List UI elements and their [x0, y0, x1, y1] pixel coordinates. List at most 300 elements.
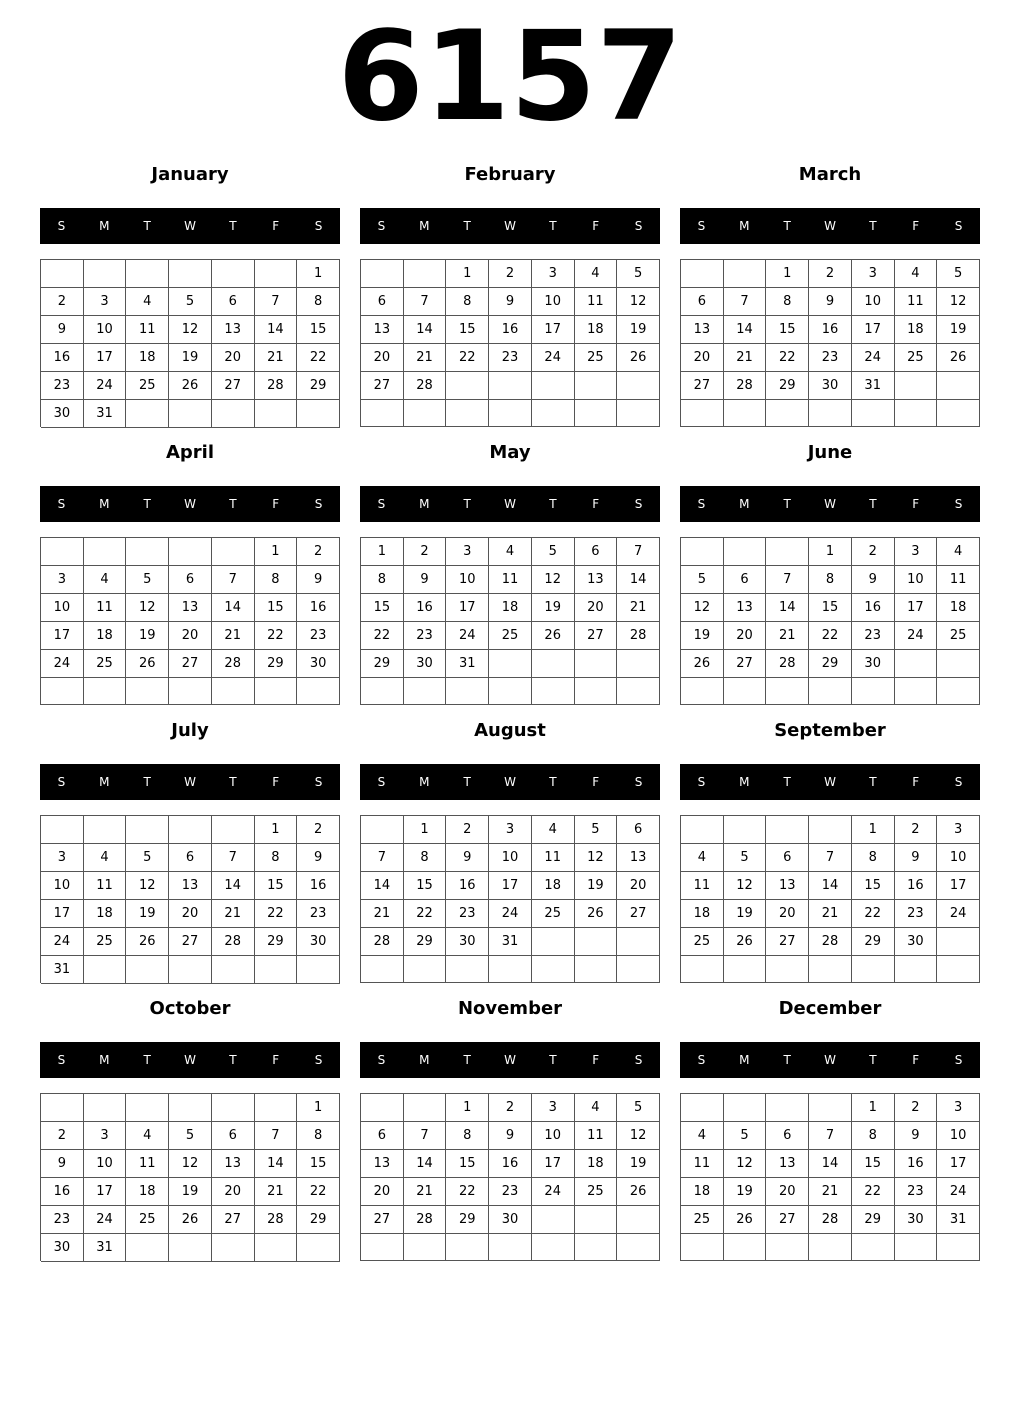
day-cell: 21	[255, 344, 298, 372]
day-cell: 23	[297, 622, 340, 650]
weekday-header	[40, 764, 340, 800]
day-cell: 24	[489, 900, 532, 928]
day-cell: 18	[532, 872, 575, 900]
day-cell	[212, 400, 255, 428]
day-cell	[169, 538, 212, 566]
day-cell: 24	[532, 344, 575, 372]
day-grid	[360, 815, 660, 983]
day-cell: 12	[126, 594, 169, 622]
day-cell: 30	[41, 1234, 84, 1262]
day-cell: 17	[852, 316, 895, 344]
weekday-label: F	[592, 219, 600, 233]
day-cell: 12	[169, 1150, 212, 1178]
day-cell: 13	[361, 316, 404, 344]
day-cell	[575, 1234, 618, 1261]
day-cell	[404, 956, 447, 983]
day-cell: 5	[169, 1122, 212, 1150]
weekday-label: M	[99, 1053, 110, 1067]
month-name: September	[774, 720, 886, 741]
weekday-label: T	[463, 219, 471, 233]
day-cell: 15	[297, 1150, 340, 1178]
day-cell: 15	[446, 316, 489, 344]
day-cell: 27	[724, 650, 767, 678]
day-cell: 23	[404, 622, 447, 650]
day-cell: 5	[724, 1122, 767, 1150]
day-cell: 28	[617, 622, 660, 650]
day-cell	[255, 260, 298, 288]
weekday-label: W	[184, 1053, 196, 1067]
day-cell: 15	[361, 594, 404, 622]
day-cell: 14	[404, 1150, 447, 1178]
day-cell: 7	[617, 538, 660, 566]
day-cell: 21	[212, 900, 255, 928]
day-cell: 19	[169, 344, 212, 372]
day-cell: 15	[404, 872, 447, 900]
day-cell: 18	[126, 344, 169, 372]
weekday-label: T	[869, 1053, 877, 1067]
day-cell: 21	[212, 622, 255, 650]
day-cell	[724, 678, 767, 705]
day-cell: 21	[255, 1178, 298, 1206]
day-cell	[404, 1094, 447, 1122]
day-cell: 15	[766, 316, 809, 344]
day-cell: 12	[937, 288, 980, 316]
day-cell: 17	[895, 594, 938, 622]
day-cell: 2	[489, 260, 532, 288]
day-cell	[766, 816, 809, 844]
day-cell: 5	[724, 844, 767, 872]
day-cell	[617, 678, 660, 705]
day-cell: 26	[126, 650, 169, 678]
day-cell	[404, 678, 447, 705]
day-cell: 26	[575, 900, 618, 928]
day-cell	[489, 400, 532, 427]
day-cell	[681, 260, 724, 288]
day-cell: 18	[489, 594, 532, 622]
day-cell	[617, 372, 660, 400]
day-cell: 2	[41, 288, 84, 316]
weekday-header	[680, 208, 980, 244]
day-cell: 17	[41, 622, 84, 650]
day-cell: 26	[724, 1206, 767, 1234]
day-cell: 17	[937, 872, 980, 900]
day-cell	[41, 1094, 84, 1122]
weekday-label: S	[634, 1053, 643, 1067]
day-cell	[489, 372, 532, 400]
day-cell: 5	[126, 566, 169, 594]
day-cell: 14	[809, 1150, 852, 1178]
day-cell: 27	[169, 928, 212, 956]
day-cell	[212, 816, 255, 844]
day-cell: 10	[41, 594, 84, 622]
day-cell: 26	[681, 650, 724, 678]
weekday-label: S	[314, 219, 323, 233]
day-cell	[809, 1094, 852, 1122]
day-cell: 11	[532, 844, 575, 872]
day-cell	[126, 678, 169, 705]
day-cell: 2	[852, 538, 895, 566]
day-cell: 29	[852, 1206, 895, 1234]
day-cell: 29	[255, 928, 298, 956]
day-cell	[255, 956, 298, 984]
day-cell: 25	[937, 622, 980, 650]
day-cell: 29	[297, 1206, 340, 1234]
day-cell: 20	[681, 344, 724, 372]
day-cell	[895, 678, 938, 705]
day-cell: 15	[852, 1150, 895, 1178]
day-cell: 27	[361, 1206, 404, 1234]
day-cell	[895, 400, 938, 427]
day-cell: 16	[895, 872, 938, 900]
day-cell: 11	[84, 594, 127, 622]
day-cell: 18	[937, 594, 980, 622]
day-cell	[937, 678, 980, 705]
day-cell: 7	[361, 844, 404, 872]
day-cell	[212, 678, 255, 705]
day-cell: 8	[255, 566, 298, 594]
day-cell: 1	[361, 538, 404, 566]
day-cell	[532, 1234, 575, 1261]
day-cell	[41, 678, 84, 705]
day-cell: 19	[126, 622, 169, 650]
day-cell: 6	[212, 1122, 255, 1150]
day-cell	[766, 678, 809, 705]
day-cell	[255, 1094, 298, 1122]
day-cell	[404, 1234, 447, 1261]
day-grid	[360, 1093, 660, 1261]
day-cell: 4	[575, 1094, 618, 1122]
day-cell: 11	[126, 1150, 169, 1178]
day-cell: 28	[724, 372, 767, 400]
weekday-label: M	[739, 219, 750, 233]
day-cell	[617, 928, 660, 956]
day-cell: 21	[809, 900, 852, 928]
day-cell: 10	[41, 872, 84, 900]
day-cell: 29	[255, 650, 298, 678]
day-cell	[617, 400, 660, 427]
day-cell	[852, 678, 895, 705]
day-cell: 3	[852, 260, 895, 288]
day-cell: 24	[937, 1178, 980, 1206]
day-cell: 13	[766, 1150, 809, 1178]
day-cell: 20	[575, 594, 618, 622]
day-cell: 17	[937, 1150, 980, 1178]
day-cell: 1	[297, 260, 340, 288]
day-cell: 9	[404, 566, 447, 594]
day-cell: 5	[681, 566, 724, 594]
day-cell: 5	[937, 260, 980, 288]
weekday-label: T	[229, 1053, 237, 1067]
weekday-label: T	[463, 1053, 471, 1067]
weekday-label: S	[57, 775, 66, 789]
day-cell	[617, 650, 660, 678]
day-cell: 8	[361, 566, 404, 594]
day-cell	[766, 538, 809, 566]
month-name: December	[778, 998, 882, 1019]
day-cell	[361, 1094, 404, 1122]
day-cell	[852, 400, 895, 427]
day-grid	[40, 1093, 340, 1261]
day-cell: 24	[41, 650, 84, 678]
day-cell: 3	[84, 1122, 127, 1150]
day-cell	[169, 956, 212, 984]
day-cell: 9	[446, 844, 489, 872]
weekday-label: T	[783, 775, 791, 789]
day-cell: 8	[446, 288, 489, 316]
day-cell: 9	[489, 1122, 532, 1150]
day-cell: 4	[681, 1122, 724, 1150]
day-cell: 4	[895, 260, 938, 288]
day-cell: 23	[809, 344, 852, 372]
weekday-header	[360, 764, 660, 800]
weekday-label: F	[272, 497, 280, 511]
day-cell: 27	[766, 1206, 809, 1234]
day-cell: 16	[809, 316, 852, 344]
month-name: June	[807, 442, 853, 463]
day-cell: 23	[41, 372, 84, 400]
day-cell	[575, 372, 618, 400]
day-cell	[724, 956, 767, 983]
day-cell: 31	[852, 372, 895, 400]
day-cell: 12	[617, 1122, 660, 1150]
day-cell: 26	[617, 1178, 660, 1206]
day-cell: 25	[681, 928, 724, 956]
day-cell: 2	[895, 816, 938, 844]
month-name: January	[151, 164, 229, 185]
day-cell: 28	[404, 372, 447, 400]
weekday-label: T	[783, 219, 791, 233]
month-name: July	[171, 720, 209, 741]
day-cell: 20	[361, 344, 404, 372]
day-cell: 6	[169, 844, 212, 872]
day-cell: 26	[169, 372, 212, 400]
day-cell	[169, 1234, 212, 1262]
day-cell	[617, 956, 660, 983]
weekday-header	[40, 486, 340, 522]
weekday-header	[360, 486, 660, 522]
day-cell: 26	[937, 344, 980, 372]
day-cell: 5	[617, 260, 660, 288]
day-cell: 19	[126, 900, 169, 928]
day-cell: 18	[575, 316, 618, 344]
day-cell: 19	[724, 900, 767, 928]
day-grid	[680, 1093, 980, 1261]
day-cell: 10	[937, 1122, 980, 1150]
day-cell	[575, 956, 618, 983]
day-cell: 18	[575, 1150, 618, 1178]
day-cell	[937, 928, 980, 956]
day-grid	[360, 259, 660, 427]
weekday-label: F	[592, 775, 600, 789]
day-cell	[937, 372, 980, 400]
day-cell: 19	[681, 622, 724, 650]
day-cell: 1	[297, 1094, 340, 1122]
day-cell: 25	[895, 344, 938, 372]
day-cell: 18	[681, 900, 724, 928]
day-cell: 14	[255, 316, 298, 344]
day-cell	[361, 816, 404, 844]
day-cell	[852, 956, 895, 983]
weekday-label: S	[634, 219, 643, 233]
day-cell: 8	[446, 1122, 489, 1150]
weekday-label: F	[912, 1053, 920, 1067]
day-cell	[297, 956, 340, 984]
day-cell: 22	[446, 344, 489, 372]
day-cell	[404, 260, 447, 288]
weekday-label: S	[377, 1053, 386, 1067]
day-cell: 22	[255, 622, 298, 650]
day-cell: 15	[255, 594, 298, 622]
day-cell: 31	[937, 1206, 980, 1234]
day-cell: 3	[895, 538, 938, 566]
year-title: 6157	[337, 5, 683, 149]
weekday-header	[360, 1042, 660, 1078]
day-cell: 12	[617, 288, 660, 316]
weekday-label: M	[99, 775, 110, 789]
day-cell: 8	[809, 566, 852, 594]
day-cell: 7	[255, 1122, 298, 1150]
day-cell: 31	[446, 650, 489, 678]
day-cell: 13	[169, 872, 212, 900]
day-cell: 28	[212, 650, 255, 678]
day-cell: 1	[255, 816, 298, 844]
day-cell: 16	[41, 1178, 84, 1206]
weekday-label: T	[869, 775, 877, 789]
weekday-label: S	[697, 497, 706, 511]
day-cell: 11	[84, 872, 127, 900]
day-cell: 30	[809, 372, 852, 400]
day-cell	[532, 400, 575, 427]
day-cell: 20	[169, 900, 212, 928]
day-grid	[680, 259, 980, 427]
day-cell: 10	[489, 844, 532, 872]
weekday-label: M	[99, 497, 110, 511]
day-cell: 19	[617, 1150, 660, 1178]
weekday-label: F	[592, 497, 600, 511]
day-cell: 3	[41, 844, 84, 872]
day-cell	[169, 260, 212, 288]
day-cell: 24	[895, 622, 938, 650]
day-cell: 26	[169, 1206, 212, 1234]
day-cell: 18	[84, 900, 127, 928]
day-cell: 24	[41, 928, 84, 956]
day-cell: 28	[809, 1206, 852, 1234]
weekday-label: S	[697, 775, 706, 789]
weekday-label: S	[954, 219, 963, 233]
day-cell	[724, 260, 767, 288]
weekday-label: T	[143, 497, 151, 511]
day-cell: 16	[489, 1150, 532, 1178]
weekday-label: M	[419, 1053, 430, 1067]
day-cell: 3	[41, 566, 84, 594]
day-cell: 22	[297, 1178, 340, 1206]
day-grid	[40, 259, 340, 427]
day-cell	[255, 678, 298, 705]
day-cell: 6	[766, 1122, 809, 1150]
day-cell: 16	[446, 872, 489, 900]
day-cell: 11	[895, 288, 938, 316]
day-cell: 30	[41, 400, 84, 428]
day-grid	[40, 815, 340, 983]
weekday-label: S	[634, 775, 643, 789]
day-cell	[724, 400, 767, 427]
day-cell: 4	[126, 288, 169, 316]
day-cell: 17	[532, 1150, 575, 1178]
day-cell	[766, 956, 809, 983]
day-cell: 11	[681, 1150, 724, 1178]
weekday-label: W	[504, 497, 516, 511]
day-cell: 6	[575, 538, 618, 566]
day-cell	[724, 1094, 767, 1122]
day-grid	[40, 537, 340, 705]
day-cell	[84, 816, 127, 844]
day-cell: 15	[809, 594, 852, 622]
day-cell: 2	[297, 538, 340, 566]
day-cell: 12	[724, 1150, 767, 1178]
day-cell	[41, 538, 84, 566]
day-cell: 1	[446, 260, 489, 288]
day-cell	[212, 1094, 255, 1122]
day-cell: 6	[361, 1122, 404, 1150]
day-cell	[212, 538, 255, 566]
day-cell	[681, 538, 724, 566]
day-cell: 1	[446, 1094, 489, 1122]
day-cell	[446, 956, 489, 983]
day-cell: 1	[255, 538, 298, 566]
day-cell	[489, 956, 532, 983]
weekday-label: S	[57, 1053, 66, 1067]
day-cell: 29	[852, 928, 895, 956]
day-cell: 15	[255, 872, 298, 900]
day-cell: 11	[575, 1122, 618, 1150]
day-cell: 20	[169, 622, 212, 650]
day-cell: 6	[681, 288, 724, 316]
day-cell: 26	[126, 928, 169, 956]
day-cell: 31	[84, 1234, 127, 1262]
day-cell: 30	[297, 650, 340, 678]
day-cell: 27	[681, 372, 724, 400]
day-cell	[681, 816, 724, 844]
day-cell: 4	[575, 260, 618, 288]
day-cell: 7	[404, 288, 447, 316]
day-cell: 23	[895, 1178, 938, 1206]
weekday-label: W	[824, 219, 836, 233]
day-cell: 23	[852, 622, 895, 650]
day-cell	[297, 400, 340, 428]
day-cell: 12	[575, 844, 618, 872]
day-cell: 30	[489, 1206, 532, 1234]
day-cell: 10	[532, 288, 575, 316]
day-cell: 1	[852, 1094, 895, 1122]
day-cell	[617, 1206, 660, 1234]
day-cell	[84, 260, 127, 288]
day-cell: 11	[126, 316, 169, 344]
day-cell: 25	[681, 1206, 724, 1234]
month-name: May	[489, 442, 531, 463]
day-cell: 26	[724, 928, 767, 956]
weekday-label: S	[314, 497, 323, 511]
day-cell	[361, 678, 404, 705]
day-grid	[360, 537, 660, 705]
day-cell: 9	[895, 1122, 938, 1150]
day-cell: 2	[297, 816, 340, 844]
day-cell	[532, 678, 575, 705]
weekday-label: W	[504, 775, 516, 789]
day-cell: 10	[937, 844, 980, 872]
day-cell: 14	[724, 316, 767, 344]
day-cell: 9	[489, 288, 532, 316]
day-cell: 24	[937, 900, 980, 928]
